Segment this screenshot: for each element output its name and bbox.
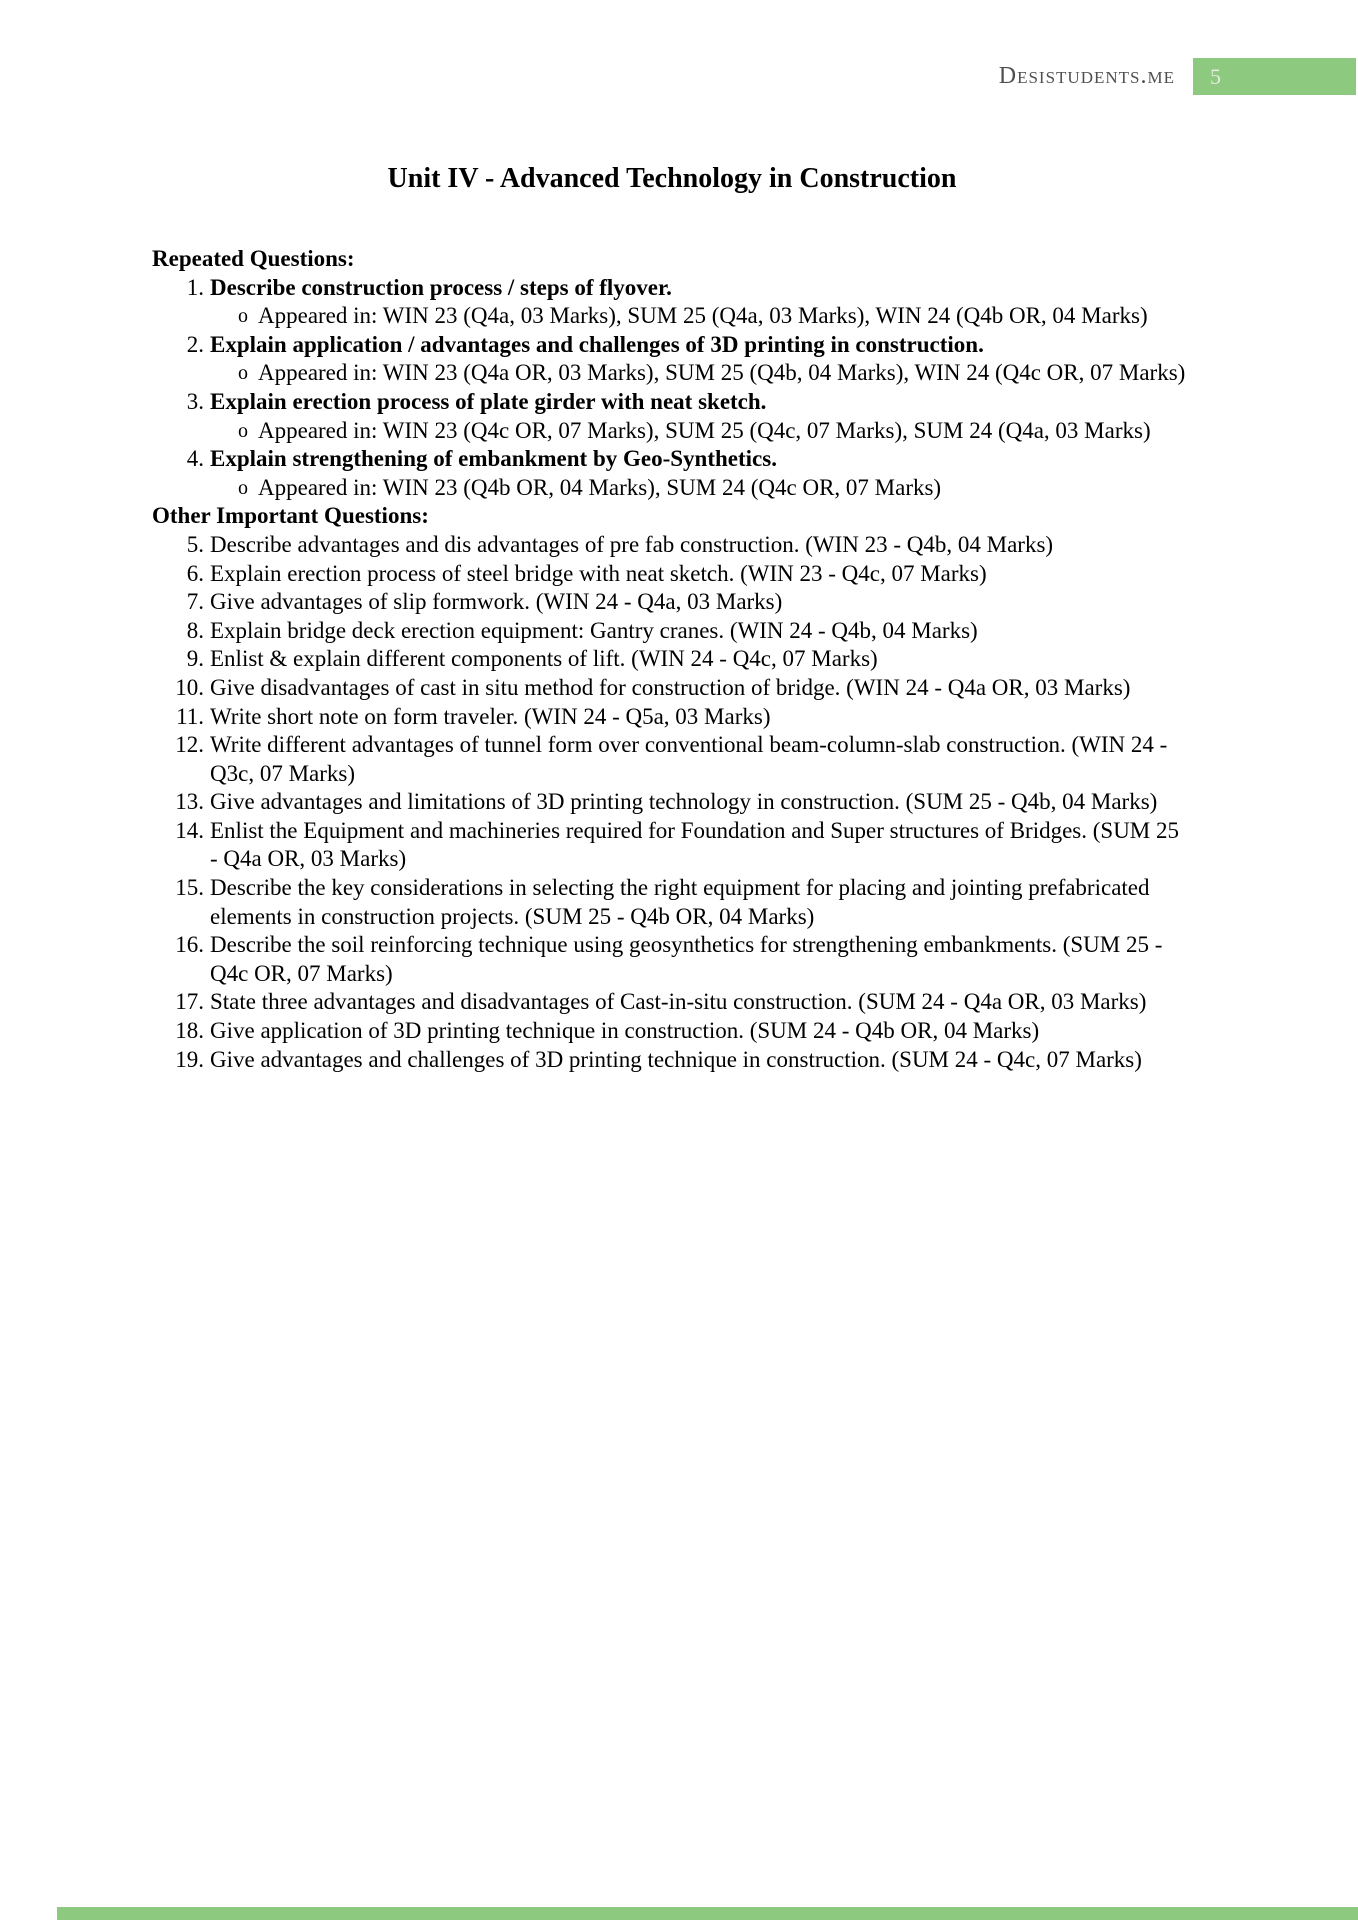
question-item-13	[152, 788, 1192, 817]
bullet-icon: o	[238, 305, 248, 328]
page-number-badge	[1193, 58, 1356, 95]
site-name: Desistudents.me	[998, 63, 1175, 89]
question-text: Describe the key considerations in selecting the right equipment for placing and jointing prefabricated elements in construction projects. (SUM 25 - Q4b OR, 04 Marks)	[210, 875, 1150, 929]
item-number: 17.	[175, 989, 204, 1015]
question-text: Give advantages of slip formwork. (WIN 24 - Q4a, 03 Marks)	[210, 589, 783, 615]
question-text: Explain strengthening of embankment by Geo-Synthetics.	[210, 446, 777, 472]
question-item-2	[152, 331, 1192, 360]
question-text: Write short note on form traveler. (WIN 24 - Q5a, 03 Marks)	[210, 703, 771, 729]
question-item-1	[152, 274, 1192, 303]
page-number: 5	[1210, 63, 1221, 89]
question-text: Explain bridge deck erection equipment: Gantry cranes. (WIN 24 - Q4b, 04 Marks)	[210, 617, 978, 643]
footer-accent-bar	[57, 1907, 1358, 1920]
item-number: 15.	[175, 875, 204, 901]
question-text: Describe the soil reinforcing technique using geosynthetics for strengthening embankments. (SUM 25 - Q4c OR, 07 Marks)	[210, 932, 1163, 986]
question-item-12	[152, 731, 1192, 788]
item-number: 9.	[186, 646, 204, 672]
question-text: Enlist & explain different components of lift. (WIN 24 - Q4c, 07 Marks)	[210, 646, 878, 672]
question-item-19	[152, 1046, 1192, 1075]
bullet-icon: o	[238, 419, 248, 442]
question-item-4-appearances	[152, 474, 1192, 503]
item-number: 11.	[176, 703, 204, 729]
item-number: 5.	[186, 531, 204, 557]
question-item-3-appearances	[152, 417, 1192, 446]
item-number: 8.	[186, 617, 204, 643]
appearance-text: Appeared in: WIN 23 (Q4a OR, 03 Marks), SUM 25 (Q4b, 04 Marks), WIN 24 (Q4c OR, 07 Marks)	[258, 360, 1186, 386]
question-item-3	[152, 388, 1192, 417]
question-item-9	[152, 645, 1192, 674]
question-text: Give application of 3D printing technique in construction. (SUM 24 - Q4b OR, 04 Marks)	[210, 1018, 1040, 1044]
question-text: Give advantages and limitations of 3D printing technology in construction. (SUM 25 - Q4b, 04 Marks)	[210, 789, 1158, 815]
item-number: 13.	[175, 789, 204, 815]
question-item-17	[152, 988, 1192, 1017]
question-text: Explain erection process of steel bridge with neat sketch. (WIN 23 - Q4c, 07 Marks)	[210, 560, 987, 586]
section-heading-other-important-questions: Other Important Questions:	[152, 503, 429, 529]
question-item-11	[152, 703, 1192, 732]
question-item-7	[152, 588, 1192, 617]
item-number: 12.	[175, 732, 204, 758]
question-item-6	[152, 560, 1192, 589]
question-list	[152, 245, 1192, 1074]
question-text: Give advantages and challenges of 3D printing technique in construction. (SUM 24 - Q4c, 07 Marks)	[210, 1046, 1142, 1072]
question-item-15	[152, 874, 1192, 931]
item-number: 19.	[175, 1046, 204, 1072]
bullet-icon: o	[238, 476, 248, 499]
question-item-5	[152, 531, 1192, 560]
item-number: 3.	[186, 388, 204, 414]
item-number: 14.	[175, 817, 204, 843]
question-item-14	[152, 817, 1192, 874]
question-item-8	[152, 617, 1192, 646]
appearance-text: Appeared in: WIN 23 (Q4c OR, 07 Marks), SUM 25 (Q4c, 07 Marks), SUM 24 (Q4a, 03 Marks)	[258, 417, 1151, 443]
question-item-1-appearances	[152, 302, 1192, 331]
question-text: Describe construction process / steps of flyover.	[210, 274, 672, 300]
item-number: 4.	[186, 446, 204, 472]
item-number: 6.	[186, 560, 204, 586]
item-number: 16.	[175, 932, 204, 958]
question-text: State three advantages and disadvantages of Cast-in-situ construction. (SUM 24 - Q4a OR, 03 Marks)	[210, 989, 1147, 1015]
question-item-16	[152, 931, 1192, 988]
question-item-2-appearances	[152, 359, 1192, 388]
question-text: Enlist the Equipment and machineries required for Foundation and Super structures of Bridges. (SUM 25 - Q4a OR, 03 Marks)	[210, 817, 1179, 872]
question-item-4	[152, 445, 1192, 474]
question-text: Explain erection process of plate girder with neat sketch.	[210, 388, 767, 414]
question-item-18	[152, 1017, 1192, 1046]
item-number: 10.	[175, 674, 204, 700]
item-number: 18.	[175, 1018, 204, 1044]
appearance-text: Appeared in: WIN 23 (Q4a, 03 Marks), SUM 25 (Q4a, 03 Marks), WIN 24 (Q4b OR, 04 Marks)	[258, 303, 1148, 329]
item-number: 7.	[186, 589, 204, 615]
question-text: Explain application / advantages and challenges of 3D printing in construction.	[210, 331, 984, 357]
question-text: Write different advantages of tunnel form over conventional beam-column-slab construction. (WIN 24 - Q3c, 07 Marks)	[210, 732, 1168, 786]
page-header	[999, 58, 1356, 95]
page-title: Unit IV - Advanced Technology in Construction	[387, 163, 957, 194]
appearance-text: Appeared in: WIN 23 (Q4b OR, 04 Marks), SUM 24 (Q4c OR, 07 Marks)	[258, 474, 942, 500]
bullet-icon: o	[238, 362, 248, 385]
item-number: 2.	[186, 331, 204, 357]
question-item-10	[152, 674, 1192, 703]
question-text: Describe advantages and dis advantages of pre fab construction. (WIN 23 - Q4b, 04 Marks)	[210, 531, 1054, 557]
question-text: Give disadvantages of cast in situ method for construction of bridge. (WIN 24 - Q4a OR, 03 Marks)	[210, 674, 1131, 700]
section-heading-repeated-questions: Repeated Questions:	[152, 246, 355, 271]
item-number: 1.	[186, 274, 204, 300]
